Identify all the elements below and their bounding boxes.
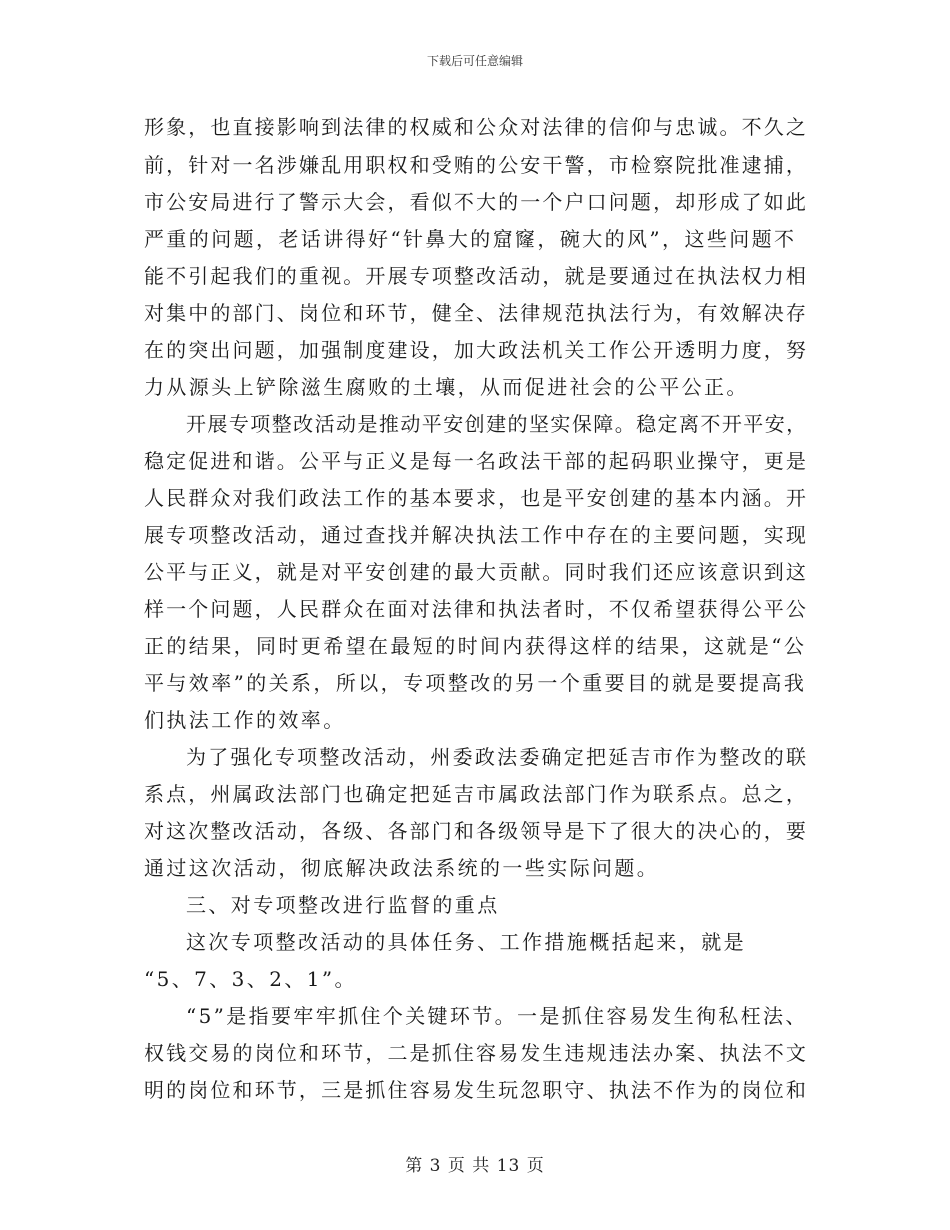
text-line: 形象，也直接影响到法律的权威和公众对法律的信仰与忠诚。不久之	[144, 115, 808, 139]
text-line: 市公安局进行了警示大会，看似不大的一个户口问题，却形成了如此	[144, 190, 808, 214]
header-note: 下载后可任意编辑	[426, 54, 523, 68]
text-line: 前，针对一名涉嫌乱用职权和受贿的公安干警，市检察院批准逮捕，	[144, 153, 808, 177]
text-line: 人民群众对我们政法工作的基本要求，也是平安创建的基本内涵。开	[144, 486, 808, 510]
text-line: 严重的问题，老话讲得好“针鼻大的窟窿，碗大的风”，这些问题不	[144, 227, 797, 251]
text-line: 为了强化专项整改活动，州委政法委确定把延吉市作为整改的联	[186, 745, 809, 769]
text-line: 在的突出问题，加强制度建设，加大政法机关工作公开透明力度，努	[144, 338, 808, 362]
text-line: 平与效率”的关系，所以，专项整改的另一个重要目的就是要提高我	[144, 671, 807, 695]
text-line: 们执法工作的效率。	[144, 708, 346, 732]
text-line: “5”是指要牢牢抓住个关键环节。一是抓住容易发生徇私枉法、	[186, 1004, 808, 1028]
section-heading: 三、对专项整改进行监督的重点	[186, 893, 500, 917]
text-line: 开展专项整改活动是推动平安创建的坚实保障。稳定离不开平安，	[186, 412, 808, 436]
page-number: 第 3 页 共 13 页	[405, 1156, 545, 1176]
text-line: 对集中的部门、岗位和环节，健全、法律规范执法行为，有效解决存	[144, 301, 808, 325]
text-line: 对这次整改活动，各级、各部门和各级领导是下了很大的决心的，要	[144, 819, 808, 843]
text-line: 正的结果，同时更希望在最短的时间内获得这样的结果，这就是“公	[144, 634, 807, 658]
text-line: 能不引起我们的重视。开展专项整改活动，就是要通过在执法权力相	[144, 264, 808, 288]
text-line: 明的岗位和环节，三是抓住容易发生玩忽职守、执法不作为的岗位和	[144, 1078, 808, 1102]
text-line: 系点，州属政法部门也确定把延吉市属政法部门作为联系点。总之，	[144, 782, 808, 806]
text-line: 力从源头上铲除滋生腐败的土壤，从而促进社会的公平公正。	[144, 375, 749, 399]
text-line: 通过这次活动，彻底解决政法系统的一些实际问题。	[144, 856, 660, 880]
text-line: 样一个问题，人民群众在面对法律和执法者时，不仅希望获得公平公	[144, 597, 808, 621]
text-line: 展专项整改活动，通过查找并解决执法工作中存在的主要问题，实现	[144, 523, 808, 547]
text-line: 这次专项整改活动的具体任务、工作措施概括起来，就是	[186, 930, 746, 954]
text-line: “5、7、3、2、1”。	[144, 967, 357, 991]
text-line: 权钱交易的岗位和环节，二是抓住容易发生违规违法办案、执法不文	[144, 1041, 808, 1065]
text-line: 公平与正义，就是对平安创建的最大贡献。同时我们还应该意识到这	[144, 560, 808, 584]
text-line: 稳定促进和谐。公平与正义是每一名政法干部的起码职业操守，更是	[144, 449, 808, 473]
